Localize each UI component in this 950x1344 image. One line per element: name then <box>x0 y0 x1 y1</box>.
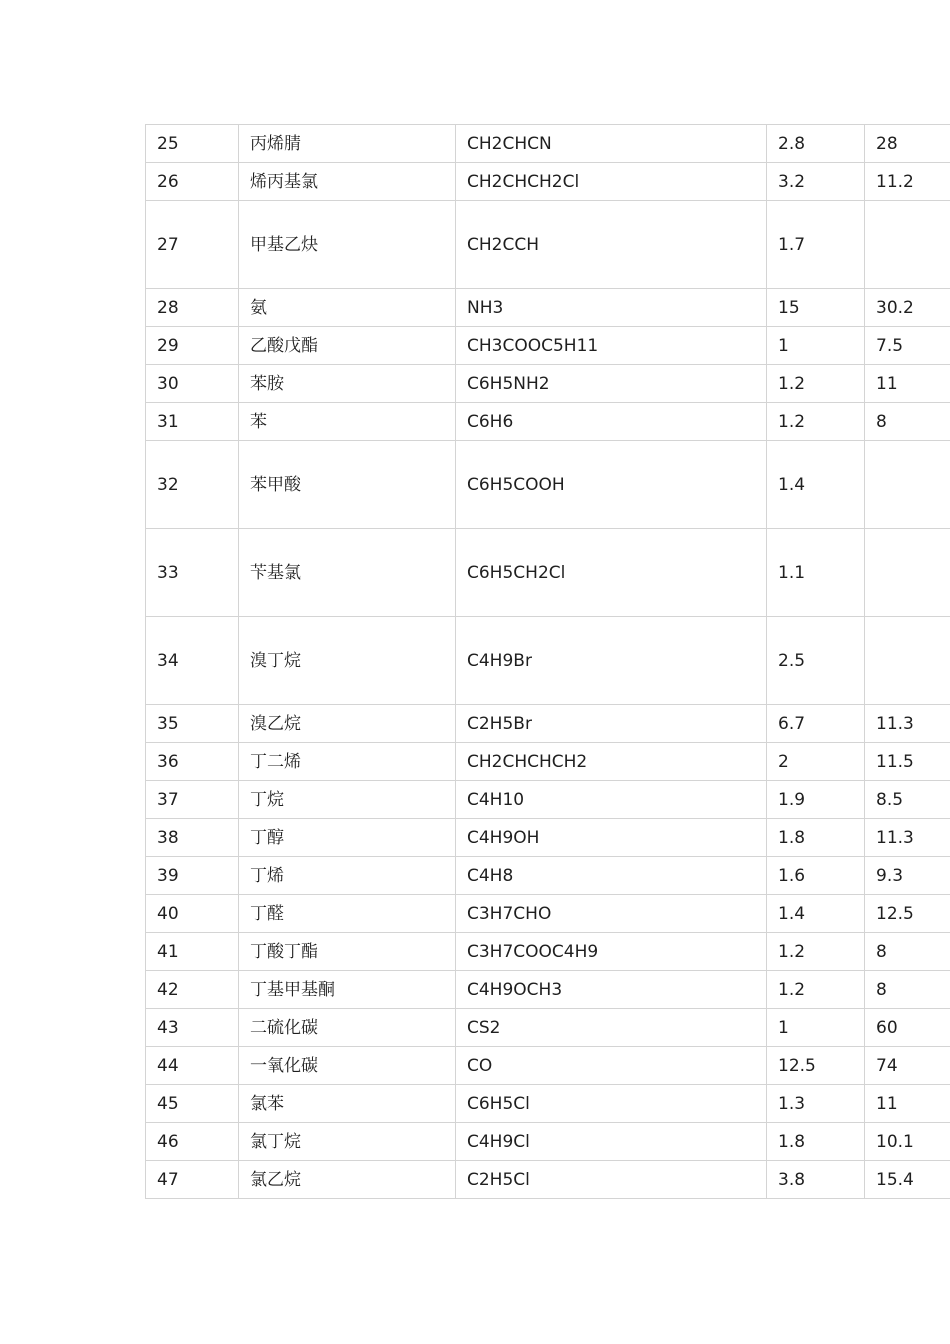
table-row <box>146 529 950 617</box>
table-row <box>146 781 950 819</box>
cell-lower-limit: 1 <box>767 327 865 365</box>
table-row <box>146 365 950 403</box>
cell-lower-limit: 1.3 <box>767 1085 865 1123</box>
cell-lower-limit: 1.9 <box>767 781 865 819</box>
cell-number: 34 <box>146 617 239 705</box>
cell-upper-limit: 30.2 <box>865 289 950 327</box>
cell-compound-name: 烯丙基氯 <box>239 163 456 201</box>
cell-formula: C6H5COOH <box>456 441 767 529</box>
cell-formula: CH2CHCHCH2 <box>456 743 767 781</box>
table-row <box>146 1123 950 1161</box>
cell-formula: C4H9OCH3 <box>456 971 767 1009</box>
cell-lower-limit: 1.2 <box>767 403 865 441</box>
cell-upper-limit: 15.4 <box>865 1161 950 1199</box>
table-row <box>146 289 950 327</box>
cell-formula: C4H8 <box>456 857 767 895</box>
cell-number: 27 <box>146 201 239 289</box>
cell-lower-limit: 12.5 <box>767 1047 865 1085</box>
cell-number: 28 <box>146 289 239 327</box>
cell-lower-limit: 2 <box>767 743 865 781</box>
cell-number: 30 <box>146 365 239 403</box>
cell-number: 26 <box>146 163 239 201</box>
cell-upper-limit: 12.5 <box>865 895 950 933</box>
cell-number: 32 <box>146 441 239 529</box>
cell-upper-limit: 9.3 <box>865 857 950 895</box>
cell-formula: C3H7CHO <box>456 895 767 933</box>
cell-lower-limit: 1.4 <box>767 441 865 529</box>
cell-upper-limit: 8 <box>865 971 950 1009</box>
table-row <box>146 201 950 289</box>
cell-lower-limit: 1.8 <box>767 819 865 857</box>
cell-compound-name: 丙烯腈 <box>239 125 456 163</box>
cell-compound-name: 一氧化碳 <box>239 1047 456 1085</box>
cell-formula: CO <box>456 1047 767 1085</box>
cell-upper-limit: 7.5 <box>865 327 950 365</box>
table-row <box>146 403 950 441</box>
cell-lower-limit: 1.1 <box>767 529 865 617</box>
cell-number: 25 <box>146 125 239 163</box>
cell-lower-limit: 1.6 <box>767 857 865 895</box>
cell-formula: C6H6 <box>456 403 767 441</box>
table-row <box>146 933 950 971</box>
cell-compound-name: 丁醛 <box>239 895 456 933</box>
table-row <box>146 1161 950 1199</box>
cell-formula: C2H5Br <box>456 705 767 743</box>
cell-number: 37 <box>146 781 239 819</box>
table-row <box>146 857 950 895</box>
table-row <box>146 971 950 1009</box>
cell-formula: C6H5NH2 <box>456 365 767 403</box>
table-row <box>146 1009 950 1047</box>
cell-compound-name: 氯乙烷 <box>239 1161 456 1199</box>
cell-number: 29 <box>146 327 239 365</box>
cell-lower-limit: 1.2 <box>767 365 865 403</box>
table-row <box>146 705 950 743</box>
cell-upper-limit: 8 <box>865 403 950 441</box>
cell-compound-name: 苯甲酸 <box>239 441 456 529</box>
cell-number: 42 <box>146 971 239 1009</box>
cell-lower-limit: 1.7 <box>767 201 865 289</box>
cell-number: 38 <box>146 819 239 857</box>
cell-formula: C3H7COOC4H9 <box>456 933 767 971</box>
cell-lower-limit: 1.2 <box>767 933 865 971</box>
cell-compound-name: 苯胺 <box>239 365 456 403</box>
cell-compound-name: 丁醇 <box>239 819 456 857</box>
cell-upper-limit: 11.3 <box>865 705 950 743</box>
cell-compound-name: 苄基氯 <box>239 529 456 617</box>
table-body <box>146 125 950 1199</box>
cell-number: 45 <box>146 1085 239 1123</box>
cell-formula: C6H5Cl <box>456 1085 767 1123</box>
cell-compound-name: 氯苯 <box>239 1085 456 1123</box>
cell-number: 36 <box>146 743 239 781</box>
cell-number: 40 <box>146 895 239 933</box>
cell-number: 46 <box>146 1123 239 1161</box>
cell-lower-limit: 1.8 <box>767 1123 865 1161</box>
cell-upper-limit: 11.2 <box>865 163 950 201</box>
cell-upper-limit: 8 <box>865 933 950 971</box>
cell-number: 33 <box>146 529 239 617</box>
table-row <box>146 819 950 857</box>
cell-compound-name: 丁基甲基酮 <box>239 971 456 1009</box>
cell-lower-limit: 3.8 <box>767 1161 865 1199</box>
cell-formula: C4H9OH <box>456 819 767 857</box>
table-row <box>146 617 950 705</box>
cell-lower-limit: 1 <box>767 1009 865 1047</box>
cell-upper-limit: 74 <box>865 1047 950 1085</box>
cell-upper-limit <box>865 441 950 529</box>
cell-compound-name: 二硫化碳 <box>239 1009 456 1047</box>
cell-formula: CH2CHCN <box>456 125 767 163</box>
cell-formula: C4H9Br <box>456 617 767 705</box>
cell-formula: C4H9Cl <box>456 1123 767 1161</box>
cell-formula: C6H5CH2Cl <box>456 529 767 617</box>
cell-formula: NH3 <box>456 289 767 327</box>
cell-formula: C4H10 <box>456 781 767 819</box>
cell-lower-limit: 2.8 <box>767 125 865 163</box>
cell-compound-name: 苯 <box>239 403 456 441</box>
cell-lower-limit: 2.5 <box>767 617 865 705</box>
cell-number: 39 <box>146 857 239 895</box>
cell-number: 43 <box>146 1009 239 1047</box>
cell-upper-limit: 10.1 <box>865 1123 950 1161</box>
cell-compound-name: 丁烷 <box>239 781 456 819</box>
cell-formula: CH3COOC5H11 <box>456 327 767 365</box>
cell-upper-limit: 8.5 <box>865 781 950 819</box>
cell-compound-name: 丁酸丁酯 <box>239 933 456 971</box>
cell-upper-limit: 11 <box>865 1085 950 1123</box>
data-table <box>145 124 950 1199</box>
cell-upper-limit: 11.5 <box>865 743 950 781</box>
cell-upper-limit: 11 <box>865 365 950 403</box>
cell-formula: C2H5Cl <box>456 1161 767 1199</box>
cell-compound-name: 氨 <box>239 289 456 327</box>
table-row <box>146 895 950 933</box>
table-row <box>146 1047 950 1085</box>
cell-number: 31 <box>146 403 239 441</box>
cell-upper-limit: 28 <box>865 125 950 163</box>
cell-number: 47 <box>146 1161 239 1199</box>
cell-compound-name: 丁烯 <box>239 857 456 895</box>
cell-number: 35 <box>146 705 239 743</box>
cell-number: 41 <box>146 933 239 971</box>
table-row <box>146 1085 950 1123</box>
cell-upper-limit <box>865 201 950 289</box>
table-row <box>146 441 950 529</box>
table-row <box>146 743 950 781</box>
cell-compound-name: 甲基乙炔 <box>239 201 456 289</box>
table-row <box>146 327 950 365</box>
table-row <box>146 125 950 163</box>
cell-upper-limit: 11.3 <box>865 819 950 857</box>
cell-number: 44 <box>146 1047 239 1085</box>
cell-lower-limit: 6.7 <box>767 705 865 743</box>
cell-formula: CH2CHCH2Cl <box>456 163 767 201</box>
cell-compound-name: 溴乙烷 <box>239 705 456 743</box>
cell-lower-limit: 1.2 <box>767 971 865 1009</box>
cell-upper-limit: 60 <box>865 1009 950 1047</box>
cell-compound-name: 氯丁烷 <box>239 1123 456 1161</box>
table-row <box>146 163 950 201</box>
cell-compound-name: 丁二烯 <box>239 743 456 781</box>
cell-upper-limit <box>865 529 950 617</box>
cell-compound-name: 溴丁烷 <box>239 617 456 705</box>
cell-compound-name: 乙酸戊酯 <box>239 327 456 365</box>
cell-upper-limit <box>865 617 950 705</box>
cell-formula: CH2CCH <box>456 201 767 289</box>
cell-lower-limit: 15 <box>767 289 865 327</box>
cell-lower-limit: 3.2 <box>767 163 865 201</box>
cell-formula: CS2 <box>456 1009 767 1047</box>
cell-lower-limit: 1.4 <box>767 895 865 933</box>
